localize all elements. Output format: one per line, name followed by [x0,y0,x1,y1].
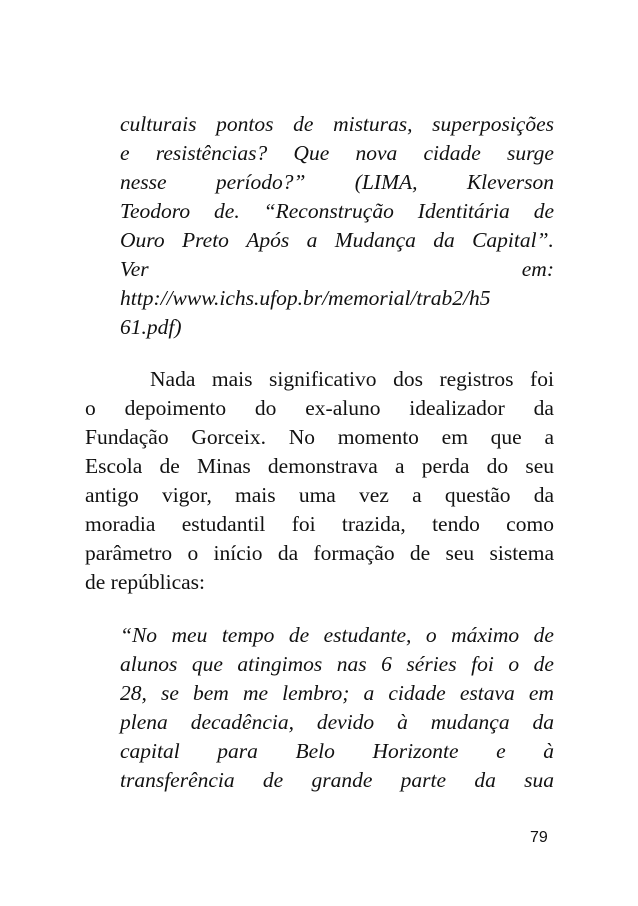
word: Nada [150,367,196,391]
word: significativo [269,367,377,391]
word: Minas [196,454,251,478]
paragraph-line [85,481,554,509]
word: sistema [489,541,554,565]
word: tempo [221,623,275,647]
word: moradia [85,512,156,536]
word: cidade [388,681,446,705]
word: superposições [432,112,554,136]
word: à [397,710,408,734]
word: e [120,141,130,165]
word: estava [459,681,515,705]
word: do [254,396,277,420]
word: ex-aluno [305,396,381,420]
word: (LIMA, [354,170,418,194]
word: atingimos [237,652,323,676]
word: que [490,425,522,449]
word: parte [400,768,447,792]
word: trazida, [341,512,406,536]
word: transferência [120,768,235,792]
quote-line [120,679,554,707]
quote-line [120,139,554,167]
word: se [160,681,179,705]
quote-line [120,650,554,678]
word: o [425,623,437,647]
word: Teodoro [120,199,191,223]
word: depoimento [124,396,227,420]
word: de [409,541,431,565]
word: registros [439,367,514,391]
quote-line [120,766,554,794]
word: tendo [432,512,480,536]
quote-url-line: http://www.ichs.ufop.br/memorial/trab2/h5 [120,286,491,310]
word: da [533,483,554,507]
paragraph-line [85,423,554,451]
word: antigo [85,483,139,507]
word: da [277,541,299,565]
quote-line [120,255,554,283]
word: o [187,541,199,565]
word: mudança [430,710,510,734]
paragraph-line [85,510,554,538]
quote-line [120,226,554,254]
word: em [528,681,554,705]
word: seu [445,541,475,565]
word: de. [214,199,240,223]
word: misturas, [333,112,413,136]
word: nesse [120,170,167,194]
word: mais [235,483,276,507]
word: vigor, [161,483,212,507]
word: para [217,739,258,763]
word: em: [521,257,554,281]
word: a [363,681,375,705]
word: da [433,228,455,252]
word: de [288,623,310,647]
quote-line [120,708,554,736]
word: 28, [120,681,147,705]
word: Fundação [85,425,169,449]
word: momento [337,425,419,449]
quote-line [120,168,554,196]
quote-line [120,197,554,225]
word: o [508,652,520,676]
word: parâmetro [85,541,173,565]
word: decadência, [190,710,294,734]
quote-line [120,621,554,649]
word: culturais [120,112,197,136]
word: estudante, [323,623,412,647]
word: nas [336,652,367,676]
word: mais [211,367,253,391]
word: vez [359,483,389,507]
word: nova [355,141,398,165]
word: à [543,739,554,763]
word: Horizonte [372,739,459,763]
word: perda [421,454,470,478]
word: lembro; [282,681,350,705]
word: seu [525,454,554,478]
word: cidade [423,141,481,165]
word: capital [120,739,180,763]
word: período?” [215,170,306,194]
word: questão [444,483,511,507]
word: da [533,396,554,420]
word: formação [313,541,395,565]
word: uma [298,483,336,507]
word: Belo [295,739,335,763]
word: de [533,623,554,647]
word: a [412,483,422,507]
paragraph-line [85,394,554,422]
word: Ver [120,257,149,281]
word: resistências? [155,141,268,165]
word: Gorceix. [191,425,266,449]
word: de [262,768,284,792]
word: devido [316,710,375,734]
word: do [486,454,509,478]
word: alunos [120,652,178,676]
word: Ouro [120,228,165,252]
paragraph-line [85,539,554,567]
word: da [474,768,496,792]
word: plena [120,710,168,734]
word: a [544,425,554,449]
word: Preto [181,228,229,252]
word: foi [291,512,316,536]
word: de [533,199,554,223]
word: estudantil [181,512,266,536]
word: início [213,541,263,565]
word: Mudança [334,228,416,252]
word: 6 [381,652,392,676]
word: bem [193,681,229,705]
word: a [394,454,405,478]
word: me [242,681,269,705]
word: foi [471,652,494,676]
word: de [293,112,314,136]
word: como [506,512,554,536]
word: de [533,652,554,676]
word: que [191,652,223,676]
word: “Reconstrução [263,199,394,223]
paragraph-line: de repúblicas: [85,570,205,594]
word: “No [120,623,158,647]
word: Após [246,228,290,252]
word: Escola [85,454,143,478]
word: Que [293,141,330,165]
word: de [159,454,180,478]
word: dos [393,367,423,391]
word: idealizador [409,396,505,420]
word: sua [524,768,554,792]
word: demonstrava [267,454,378,478]
word: foi [530,367,554,391]
word: pontos [216,112,274,136]
word: da [532,710,554,734]
paragraph-line [150,365,554,393]
quote-line: 61.pdf) [120,315,182,339]
word: e [496,739,506,763]
word: em [441,425,468,449]
word: Capital”. [472,228,554,252]
word: No [288,425,315,449]
word: Kleverson [466,170,554,194]
word: grande [311,768,373,792]
word: máximo [451,623,520,647]
word: o [85,396,96,420]
paragraph-line [85,452,554,480]
word: meu [171,623,208,647]
word: a [306,228,318,252]
page-number: 79 [530,829,548,846]
word: Identitária [417,199,510,223]
quote-line [120,737,554,765]
word: séries [406,652,457,676]
quote-line [120,110,554,138]
word: surge [506,141,554,165]
